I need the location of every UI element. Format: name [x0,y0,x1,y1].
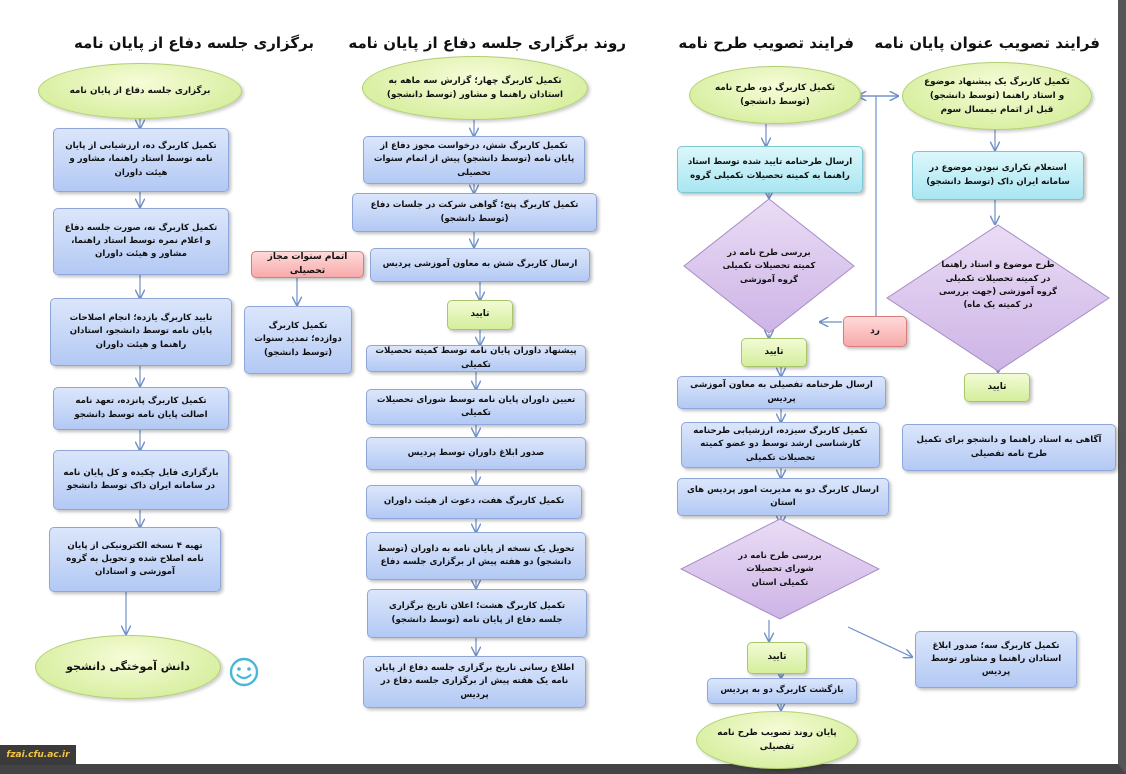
process-step-attendance-certificate: تکمیل کاربرگ پنج؛ گواهی شرکت در جلسات دفاع (توسط دانشجو) [352,193,597,232]
proposal-decision-province-council [680,518,880,620]
process-step-send-to-deputy: ارسال کاربرگ شش به معاون آموزشی پردیس [370,248,590,282]
process-side-extend-period: تکمیل کاربرگ دوازده؛ تمدید سنوات (توسط دانشجو) [244,306,352,374]
process-step-referee-notice: صدور ابلاغ داوران توسط پردیس [366,437,586,470]
process-step-invite-referees: تکمیل کاربرگ هفت، دعوت از هیئت داوران [366,485,582,519]
topic-start: تکمیل کاربرگ یک پیشنهاد موضوع و استاد راهنما (توسط دانشجو) قبل از اتمام نیمسال سوم [902,62,1092,130]
defense-start: برگزاری جلسه دفاع از پایان نامه [38,63,242,119]
defense-step-evaluation: تکمیل کاربرگ ده، ارزشیابی از پایان نامه توسط استاد راهنما، مشاور و هیئت داوران [53,128,229,192]
proposal-decision-province-council-text: بررسی طرح نامه در شورای تحصیلات تکمیلی استان [738,549,822,587]
title-defense: برگزاری جلسه دفاع از پایان نامه [73,34,315,52]
proposal-step-send-deputy: ارسال طرحنامه تفصیلی به معاون آموزشی پردیس [677,376,886,409]
proposal-start: تکمیل کاربرگ دو، طرح نامه (توسط دانشجو) [689,66,861,124]
watermark: fzai.cfu.ac.ir [0,745,76,765]
process-side-study-period-end: اتمام سنوات مجاز تحصیلی [251,251,364,278]
defense-step-minutes: تکمیل کاربرگ نه، صورت جلسه دفاع و اعلام نمره توسط استاد راهنما، مشاور و هیئت داوران [53,208,229,275]
proposal-approve-2: تایید [747,642,807,674]
smiley-icon [228,656,260,688]
topic-reject: رد [843,316,907,347]
topic-decision-committee-text: طرح موضوع و استاد راهنما در کمیته تحصیلات تکمیلی گروه آموزشی (جهت بررسی در کمیته یک ماه) [939,259,1057,310]
process-step-deliver-copy: تحویل یک نسخه از پایان نامه به داوران (توسط دانشجو) دو هفته پیش از برگزاری جلسه دفاع [366,532,586,580]
proposal-decision-group-committee [683,198,855,334]
proposal-approve-1: تایید [741,338,807,367]
process-step-announce-date: تکمیل کاربرگ هشت؛ اعلان تاریخ برگزاری جلسه دفاع از پایان نامه (توسط دانشجو) [367,589,587,638]
title-topic: فرایند تصویب عنوان پایان نامه [874,34,1100,52]
defense-step-irandoc-upload: بارگزاری فایل چکیده و کل پایان نامه در سامانه ایران داک توسط دانشجو [53,450,229,510]
defense-end: دانش آموختگی دانشجو [35,635,221,699]
process-step-propose-referees: پیشنهاد داوران پایان نامه توسط کمیته تحصیلات تکمیلی [366,345,586,372]
topic-approve: تایید [964,373,1030,402]
process-approve: تایید [447,300,513,330]
process-step-assign-referees: تعیین داوران پایان نامه توسط شورای تحصیلات تکمیلی [366,389,586,425]
title-proposal: فرایند تصویب طرح نامه [678,34,854,52]
proposal-decision-group-committee-text: بررسی طرح نامه در کمیته تحصیلات تکمیلی گروه آموزشی [722,246,816,284]
topic-step-irandoc-check: استعلام تکراری نبودن موضوع در سامانه ایران داک (توسط دانشجو) [912,151,1084,200]
process-step-publicize-date: اطلاع رسانی تاریخ برگزاری جلسه دفاع از پایان نامه یک هفته پیش از برگزاری جلسه دفاع در پردیس [363,656,586,708]
defense-step-originality: تکمیل کاربرگ پانزده، تعهد نامه اصالت پایان نامه توسط دانشجو [53,387,229,430]
defense-step-corrections: تایید کاربرگ یازده؛ انجام اصلاحات پایان نامه توسط دانشجو، استادان راهنما و هیئت داوران [50,298,232,366]
proposal-step-send-committee: ارسال طرحنامه تایید شده توسط استاد راهنما به کمیته تحصیلات تکمیلی گروه [677,146,863,193]
proposal-end: پایان روند تصویب طرح نامه تفصیلی [696,711,858,769]
process-start: تکمیل کاربرگ چهار؛ گزارش سه ماهه به استادان راهنما و مشاور (توسط دانشجو) [362,56,588,120]
topic-decision-committee [886,224,1110,372]
proposal-side-supervisor-notice: تکمیل کاربرگ سه؛ صدور ابلاغ استادان راهنما و مشاور توسط پردیس [915,631,1077,688]
proposal-step-return-form: بازگشت کاربرگ دو به پردیس [707,678,857,704]
process-step-defense-permit: تکمیل کاربرگ شش، درخواست مجوز دفاع از پایان نامه (توسط دانشجو) پیش از اتمام سنوات تحصیلی [363,136,585,184]
title-defense-process: روند برگزاری جلسه دفاع از پایان نامه [348,34,626,52]
proposal-step-evaluation: تکمیل کاربرگ سیزده، ارزشیابی طرحنامه کارشناسی ارشد توسط دو عضو کمیته تحصیلات تکمیلی [681,422,880,468]
defense-step-electronic-copies: تهیه ۴ نسخه الکترونیکی از پایان نامه اصلاح شده و تحویل به گروه آموزشی و استادان [49,527,221,592]
topic-step-notify: آگاهی به استاد راهنما و دانشجو برای تکمیل طرح نامه تفصیلی [902,424,1116,471]
proposal-step-send-province: ارسال کاربرگ دو به مدیریت امور پردیس های استان [677,478,889,516]
